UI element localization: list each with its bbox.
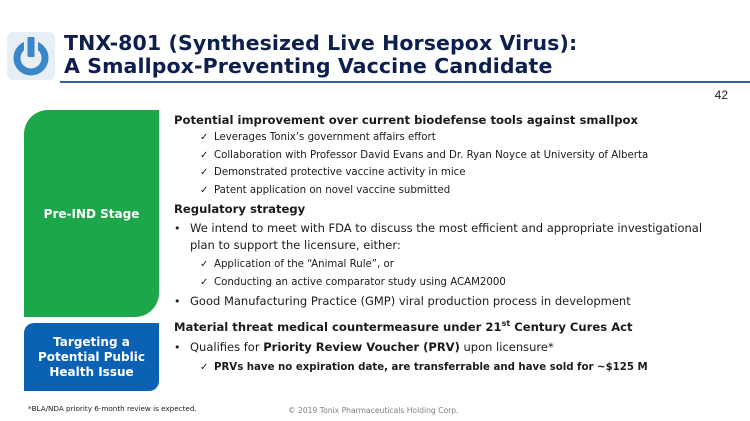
- copyright: © 2019 Tonix Pharmaceuticals Holding Corp.: [288, 406, 459, 415]
- bullet-item-prv: [174, 339, 750, 356]
- bullet-text-post: upon licensure*: [459, 340, 554, 354]
- heading-superscript: st: [501, 319, 511, 329]
- slide-content: [174, 112, 750, 377]
- check-item: ✓ Patent application on novel vaccine submitted: [174, 182, 750, 200]
- section-heading-regulatory: Regulatory strategy: [174, 202, 306, 216]
- check-item: ✓ Leverages Tonix’s government affairs effort: [174, 129, 750, 147]
- check-item: ✓ Demonstrated protective vaccine activity in mice: [174, 164, 750, 182]
- bullet-text-line-1: • We intend to meet with FDA to discuss the most efficient and appropriate investigational: [190, 221, 703, 235]
- section-heading-countermeasure: [174, 319, 750, 336]
- heading-text-pre: Material threat medical countermeasure under 21: [174, 320, 502, 334]
- slide-title: [64, 32, 704, 78]
- public-health-line-1: Targeting a: [53, 334, 130, 349]
- bullet-text-bold: Priority Review Voucher (PRV): [263, 340, 460, 354]
- title-divider: [60, 81, 750, 83]
- pre-ind-stage-box: [24, 110, 159, 317]
- check-item: ✓ Collaboration with Professor David Evans and Dr. Ryan Noyce at University of Alberta: [174, 147, 750, 165]
- footnote: *BLA/NDA priority 6-month review is expected.: [28, 404, 197, 413]
- power-icon: [6, 31, 56, 81]
- public-health-line-2: Potential Public: [38, 349, 145, 364]
- bullet-item-gmp: • Good Manufacturing Practice (GMP) viral production process in development: [174, 293, 750, 310]
- title-line-1: TNX-801 (Synthesized Live Horsepox Virus):: [64, 31, 578, 55]
- pre-ind-stage-label: Pre-IND Stage: [43, 206, 140, 221]
- public-health-line-3: Health Issue: [49, 364, 134, 379]
- public-health-box: [24, 323, 159, 391]
- public-health-label: [38, 335, 145, 380]
- bullet-item-fda: [174, 220, 750, 254]
- page-number: 42: [714, 88, 728, 102]
- title-line-2: A Smallpox-Preventing Vaccine Candidate: [64, 54, 553, 78]
- heading-text-post: Century Cures Act: [510, 320, 633, 334]
- section-heading-biodefense: Potential improvement over current biodefense tools against smallpox: [174, 113, 638, 127]
- bullet-text-pre: Qualifies for: [190, 340, 264, 354]
- check-item: ✓ Conducting an active comparator study using ACAM2000: [174, 274, 750, 292]
- check-item-prv: ✓ PRVs have no expiration date, are transferrable and have sold for ~$125 M: [174, 359, 750, 377]
- bullet-text-line-2: plan to support the licensure, either:: [190, 238, 401, 252]
- company-logo: [6, 31, 56, 81]
- check-item: ✓ Application of the “Animal Rule”, or: [174, 256, 750, 274]
